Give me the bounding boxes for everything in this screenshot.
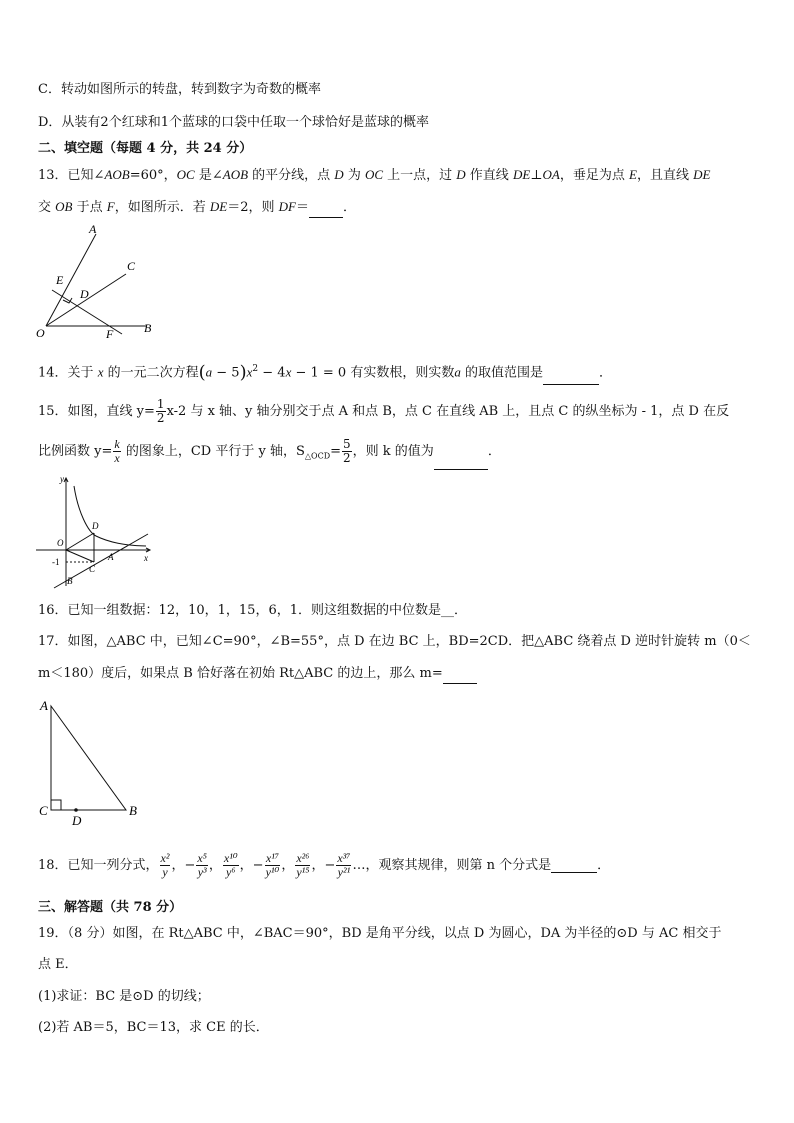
question-13-line2 [38, 197, 758, 218]
text: y²¹ [337, 865, 351, 879]
figure-q17 [36, 696, 146, 826]
text: ． [598, 365, 612, 381]
text: x¹⁰ [223, 851, 238, 865]
text: F [106, 199, 115, 214]
text: y⁶ [226, 865, 236, 879]
text: ，垂足为点 [559, 168, 629, 183]
question-15-line2 [38, 438, 758, 470]
text: − [252, 858, 264, 873]
text: 1 [156, 397, 165, 411]
text: x² [160, 851, 170, 865]
label-o: O [36, 326, 45, 340]
label-d: D [92, 521, 99, 531]
text: ， [208, 858, 222, 873]
text: x [285, 364, 292, 380]
text: ，则 k 的值为 [352, 444, 434, 459]
label-o: O [57, 538, 64, 548]
text: y¹⁰ [265, 865, 280, 879]
text: a [205, 364, 213, 380]
answer-blank [543, 370, 599, 385]
label-d: D [80, 287, 89, 301]
text: DF [278, 199, 296, 214]
text: ) [239, 361, 247, 383]
label-minus-one: -1 [52, 557, 60, 567]
fraction-5 [295, 852, 310, 879]
text: − 5 [212, 365, 240, 381]
fraction-6 [336, 852, 351, 879]
label-b: B [144, 321, 152, 335]
text: ，且直线 [636, 168, 694, 183]
segment-oc [66, 550, 94, 562]
text: x⁵ [197, 851, 207, 865]
fraction-3 [223, 852, 239, 879]
label-y: y [60, 474, 64, 484]
text: y [162, 865, 168, 879]
text: 5 [343, 437, 351, 451]
text: =60°， [129, 168, 177, 183]
question-14 [38, 357, 758, 385]
text: E [629, 167, 637, 182]
text: x¹⁷ [265, 851, 279, 865]
label-c: C [39, 803, 48, 818]
text: …，观察其规律，则第 n 个分式是 [352, 858, 552, 873]
fraction-1 [160, 852, 171, 879]
text: 15．如图，直线 y= [38, 404, 155, 419]
right-angle-mark [51, 800, 61, 810]
text: 为 [343, 168, 365, 183]
label-a: A [108, 552, 114, 562]
text: DE [209, 199, 228, 214]
text: x [246, 364, 253, 380]
text: △OCD [304, 451, 331, 461]
text: AOB [104, 167, 130, 182]
text: a [454, 364, 461, 380]
question-19-line2: 点 E． [38, 957, 78, 972]
option-c: C．转动如图所示的转盘，转到数字为奇数的概率 [38, 82, 321, 97]
text: OC [364, 167, 384, 182]
segment-od [66, 533, 94, 550]
text: x³⁷ [337, 851, 351, 865]
text: ，如图所示．若 [114, 200, 210, 215]
label-f: F [106, 327, 114, 340]
figure-q15 [36, 472, 156, 590]
text: k [114, 437, 120, 451]
text: ＝ [295, 200, 309, 215]
text: 是∠ [194, 168, 223, 183]
text: ⊥ [530, 168, 543, 183]
figure-q13 [34, 222, 164, 340]
text: y¹⁵ [296, 865, 310, 879]
label-b: B [129, 803, 137, 818]
text: x-2 与 x 轴、y 轴分别交于点 A 和点 B，点 C 在直线 AB 上，且点 C 的纵坐标为 - 1，点 D 在反 [166, 404, 730, 419]
text: OB [55, 199, 73, 214]
text: 的图象上，CD 平行于 y 轴，S [121, 444, 305, 459]
text: 2 [252, 364, 259, 374]
label-a: A [40, 698, 48, 713]
text: 交 [38, 200, 56, 215]
text: ， [311, 858, 325, 873]
answer-blank [551, 858, 597, 873]
question-19-part2: (2)若 AB＝5，BC＝13，求 CE 的长． [38, 1020, 269, 1035]
fraction-4 [265, 852, 281, 879]
text: − [324, 858, 336, 873]
question-13-line1 [38, 165, 758, 186]
section-heading: 三、解答题（共 78 分） [38, 900, 183, 915]
fraction-2 [196, 852, 208, 879]
text: ． [487, 444, 501, 459]
text: ， [281, 858, 295, 873]
text: 2 [156, 411, 165, 425]
text: 2 [343, 451, 351, 465]
text: DE [512, 167, 531, 182]
label-b: B [67, 576, 73, 586]
text: 的取值范围是 [460, 365, 543, 381]
text: x [114, 451, 120, 465]
text: 的一元二次方程 [103, 365, 199, 381]
label-e: E [56, 273, 64, 287]
text: m＜180）度后，如果点 B 恰好落在初始 Rt△ABC 的边上，那么 m= [38, 666, 443, 681]
text: AOB [222, 167, 249, 182]
text: 18．已知一列分式， [38, 858, 159, 873]
option-d: D．从装有2个红球和1个蓝球的口袋中任取一个球恰好是蓝球的概率 [38, 115, 429, 130]
question-19-part1: (1)求证：BC 是⊙D 的切线； [38, 989, 210, 1004]
label-d: D [72, 813, 82, 826]
label-x: x [144, 553, 148, 563]
text: ＝2，则 [227, 200, 279, 215]
label-c: C [127, 259, 136, 273]
section-heading: 二、填空题（每题 4 分，共 24 分） [38, 141, 253, 156]
hyperbola [74, 486, 146, 546]
fraction [113, 438, 120, 465]
text: = [330, 444, 342, 459]
question-19-line1: 19．（8 分）如图，在 Rt△ABC 中，∠BAC＝90°，BD 是角平分线，以点 D 为圆心，DA 为半径的⊙D 与 AC 相交于 [38, 926, 722, 941]
question-17-line2 [38, 664, 758, 684]
text: D [456, 167, 466, 182]
fraction [342, 438, 352, 465]
text: − 4 [258, 365, 286, 381]
fraction [156, 398, 166, 425]
question-15-line1 [38, 398, 758, 425]
answer-blank [309, 203, 343, 218]
text: ． [342, 200, 356, 215]
text: 作直线 [465, 168, 513, 183]
text: ， [239, 858, 253, 873]
point-d [74, 808, 78, 812]
text: ． [597, 858, 611, 873]
text: OA [542, 167, 560, 182]
text: ( [198, 361, 206, 383]
ray-oa [46, 234, 96, 326]
text: 有实数根，则实数 [346, 365, 455, 381]
triangle-abc [51, 706, 126, 810]
label-a: A [89, 222, 97, 236]
question-16: 16．已知一组数据：12，10，1，15，6，1．则这组数据的中位数是__． [38, 603, 467, 618]
text: 14．关于 [38, 365, 98, 381]
answer-blank [434, 455, 488, 470]
text: − 1 = 0 [291, 365, 347, 381]
text: y³ [197, 865, 207, 879]
text: D [334, 167, 344, 182]
answer-blank [443, 669, 477, 684]
label-c: C [89, 564, 96, 574]
text: 的平分线，点 [248, 168, 335, 183]
question-17-line1: 17．如图，△ABC 中，已知∠C=90°，∠B=55°，点 D 在边 BC 上，BD=2CD．把△ABC 绕着点 D 逆时针旋转 m（0＜ [38, 634, 751, 649]
text: 上一点，过 [383, 168, 457, 183]
question-18 [38, 846, 758, 886]
text: ， [171, 858, 185, 873]
text: x²⁶ [296, 851, 310, 865]
text: DE [693, 167, 711, 182]
text: OC [176, 167, 195, 182]
text: − [184, 858, 196, 873]
text: 13．已知∠ [38, 168, 105, 183]
text: 于点 [72, 200, 107, 215]
text: 比例函数 y= [38, 444, 113, 459]
text: x [97, 364, 104, 380]
